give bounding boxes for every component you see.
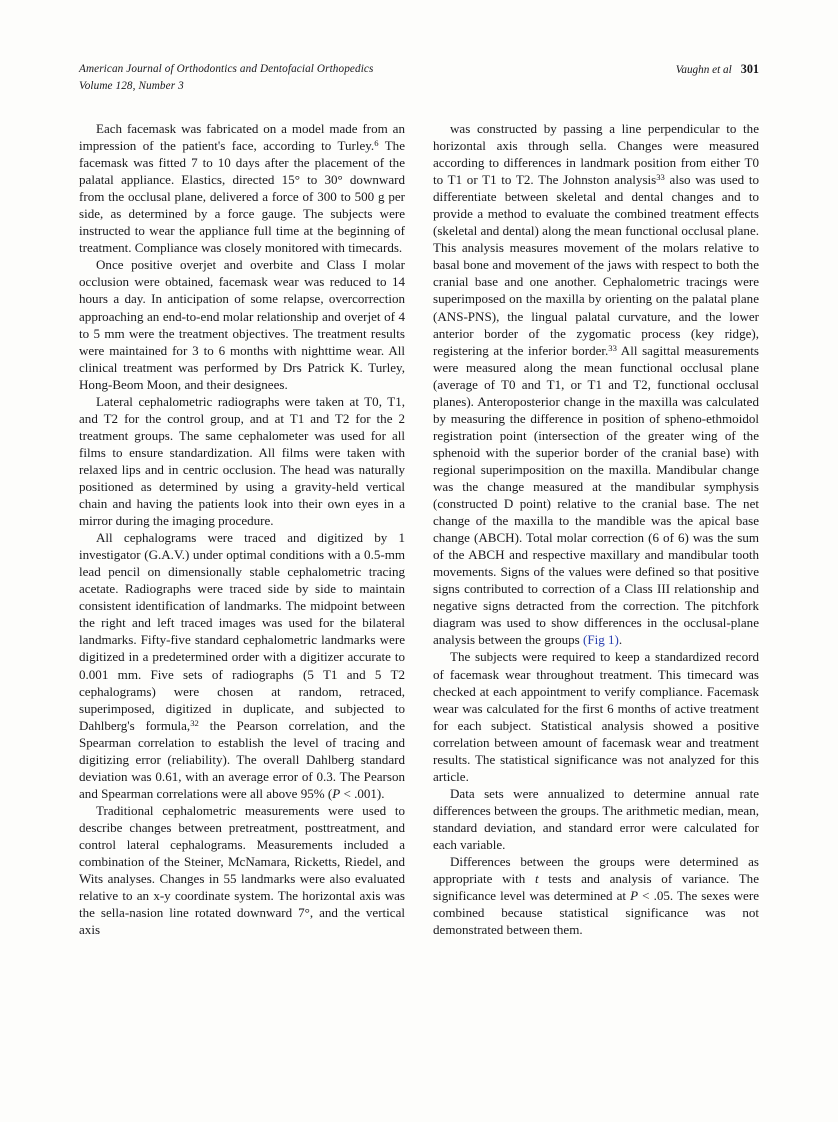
reference-superscript[interactable]: 33 bbox=[608, 342, 617, 353]
p-traditional-measurements: Traditional cephalometric measurements were used to describe changes between pretreatment, posttreatment, and control lateral cephalograms. Measurements included a combination of the Steiner, McNamara, Ricketts, Riedel, and Wits analyses. Changes in 55 landmarks were also evaluated relative to an x-y coordinate system. The horizontal axis was the sella-nasion line rotated downward 7°, and the vertical axis bbox=[79, 802, 405, 938]
p-facemask-fabrication: Each facemask was fabricated on a model made from an impression of the patient's face, according to Turley.$^6$ The facemask was fitted 7 to 10 days after the placement of the palatal appliance. Elastics, directed 15° to 30° downward from the occlusal plane, delivered a force of 300 to 500 g per side, as determined by a force gauge. The subjects were instructed to wear the appliance full time at the beginning of treatment. Compliance was closely monitored with timecards. bbox=[79, 121, 405, 256]
reference-superscript[interactable]: 6 bbox=[374, 138, 379, 149]
p-vertical-axis-continued: was constructed by passing a line perpendicular to the horizontal axis through sella. Changes were measured according to differences in landmark position from either T0 to T1 or T1 to T2. The Johnston analysis$^{33}$ also was used to differentiate between skeletal and dental changes and to provide a method to evaluate the combined treatment effects (skeletal and dental) along the mean functional occlusal plane. This analysis measures movement of the molars relative to basal bone and movement of the jaws with respect to both the cranial base and one another. Cephalometric tracings were superimposed on the maxilla by orienting on the palatal plane (ANS-PNS), the lingual palatal curvature, and the lower anterior border of the zygomatic process (key ridge), registering at the inferior border.$^{33}$ All sagittal measurements were measured along the mean functional occlusal plane (average of T0 and T1, or T1 and T2, functional occlusal planes). Anteroposterior change in the maxilla was calculated by measuring the difference in position of spheno-ethmoidol registration point (intersection of the greater wing of the sphenoid with the superior border of the cranial base) with regional superimposition on the maxilla. Mandibular change was the change measured at the mandibular symphysis (constructed D point) relative to the cranial base. The net change of the maxilla to the mandible was the apical base change (ABCH). Total molar correction (6 of 6) was the sum of the ABCH and respective maxillary and mandibular tooth movements. Signs of the values were defined so that positive signs contributed to correction of a Class III relationship and negative signs detracted from the correction. The pitchfork diagram was used to show differences in the occlusal-plane analysis between the groups (Fig 1). bbox=[433, 121, 759, 648]
right-column bbox=[433, 120, 759, 938]
figure-cross-reference-link[interactable]: (Fig 1) bbox=[583, 632, 619, 648]
page-number: 301 bbox=[740, 62, 759, 76]
reference-superscript[interactable]: 33 bbox=[656, 172, 665, 183]
p-data-annualized: Data sets were annualized to determine annual rate differences between the groups. The arithmetic median, mean, standard deviation, and standard error were calculated for each variable. bbox=[433, 785, 759, 852]
statistical-symbol: t bbox=[534, 871, 539, 887]
p-differences-determined: Differences between the groups were determined as appropriate with t tests and analysis of variance. The significance level was determined at P < .05. The sexes were combined because statistical significance was not demonstrated between them. bbox=[433, 854, 759, 938]
body-columns bbox=[79, 120, 760, 938]
p-overjet-overbite: Once positive overjet and overbite and Class I molar occlusion were obtained, facemask wear was reduced to 14 hours a day. In anticipation of some relapse, overcorrection approaching an end-to-end molar relationship and overjet of 4 to 5 mm were the treatment objectives. The treatment results were maintained for 3 to 6 months with nighttime wear. All clinical treatment was performed by Drs Patrick K. Turley, Hong-Beom Moon, and their designees. bbox=[79, 257, 405, 392]
author-citation: Vaughn et al bbox=[675, 64, 732, 76]
running-header bbox=[79, 61, 759, 94]
statistical-symbol: P bbox=[332, 785, 341, 801]
running-header-left bbox=[79, 61, 373, 94]
p-cephalograms-traced: All cephalograms were traced and digitized by 1 investigator (G.A.V.) under optimal conditions with a 0.5-mm lead pencil on dimensionally stable cephalometric tracing acetate. Radiographs were traced side by side to maintain consistent identification of landmarks. The midpoint between the right and left traced images was used for the bilateral landmarks. Fifty-five standard cephalometric landmarks were digitized in a predetermined order with a digitizer accurate to 0.001 mm. Five sets of radiographs (5 T1 and 5 T2 cephalograms) were chosen at random, retraced, superimposed, digitized in duplicate, and subjected to Dahlberg's formula,$^{32}$ the Pearson correlation, and the Spearman correlation to establish the level of tracing and digitizing error (reliability). The overall Dahlberg standard deviation was 0.61, with an average error of 0.3. The Pearson and Spearman correlations were all above 95% (P < .001). bbox=[79, 530, 405, 801]
p-standardized-record: The subjects were required to keep a standardized record of facemask wear throughout treatment. This timecard was checked at each appointment to verify compliance. Facemask wear was calculated for the first 6 months of active treatment for each subject. Statistical analysis showed a positive correlation between amount of facemask wear and treatment results. The statistical significance was not analyzed for this article. bbox=[433, 649, 759, 784]
volume-issue: Volume 128, Number 3 bbox=[79, 79, 184, 92]
journal-name: American Journal of Orthodontics and Dentofacial Orthopedics bbox=[79, 63, 374, 75]
left-column bbox=[79, 120, 405, 938]
p-lateral-cephalometric: Lateral cephalometric radiographs were taken at T0, T1, and T2 for the control group, and at T1 and T2 for the 2 treatment groups. The same cephalometer was used for all films to ensure standardization. All films were taken with relaxed lips and in centric occlusion. The head was naturally positioned as determined by using a gravity-held vertical chain and having the patients look into their own eyes in a mirror during the imaging procedure. bbox=[79, 393, 405, 529]
reference-superscript[interactable]: 32 bbox=[190, 717, 199, 728]
statistical-symbol: P bbox=[630, 888, 639, 904]
running-header-right bbox=[676, 61, 759, 79]
